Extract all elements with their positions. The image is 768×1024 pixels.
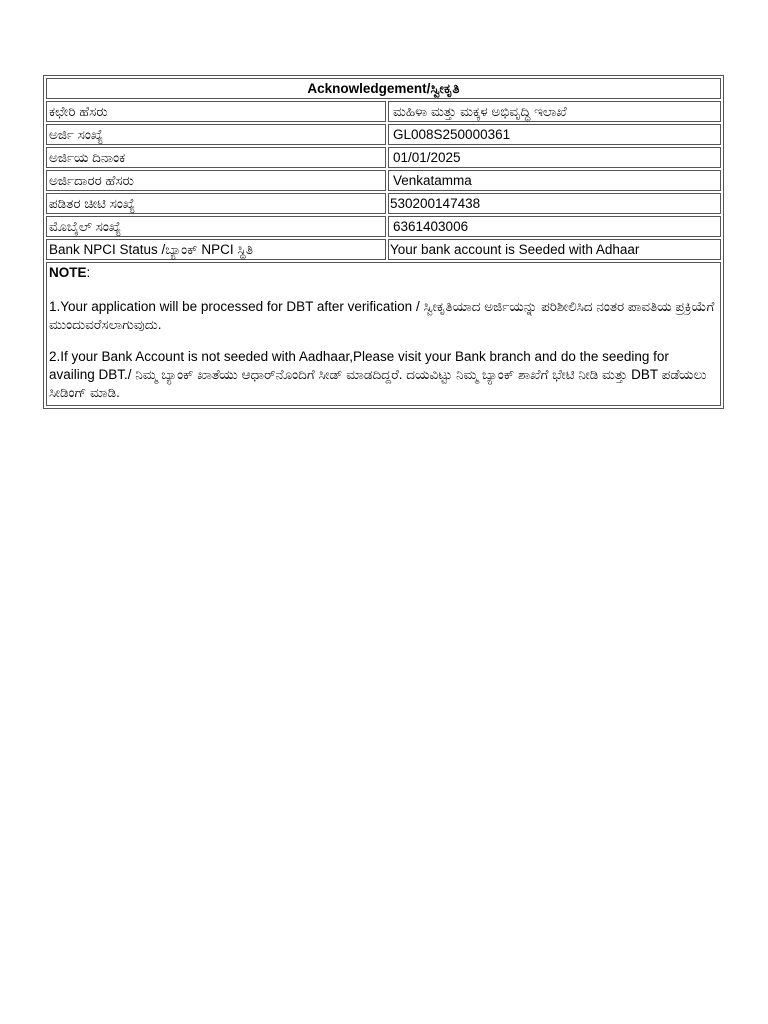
note-cell (46, 262, 721, 406)
note-heading-colon: : (86, 265, 91, 280)
title-row (46, 78, 721, 99)
office-name-label: ಕಛೇರಿ ಹೆಸರು (46, 101, 386, 122)
acknowledgement-table (43, 75, 724, 409)
table-row (46, 170, 721, 191)
note-point-1: 1.Your application will be processed for DBT after verification / ಸ್ವೀಕೃತಿಯಾದ ಅರ್ಜಿಯನ್ನು ಪರಿಶೀಲಿಸಿದ ನಂತರ ಪಾವತಿಯ ಪ್ರಕ್ರಿಯೆಗೆ ಮುಂದುವರೆಸಲಾಗುವುದು. (49, 299, 715, 332)
table-row (46, 124, 721, 145)
table-row (46, 216, 721, 237)
application-number-label: ಅರ್ಜಿ ಸಂಖ್ಯೆ (46, 124, 386, 145)
mobile-number-label: ಮೊಬೈಲ್ ಸಂಖ್ಯೆ (46, 216, 386, 237)
office-name-value: ಮಹಿಳಾ ಮತ್ತು ಮಕ್ಕಳ ಅಭಿವೃದ್ಧಿ ಇಲಾಖೆ (388, 101, 721, 122)
table-row (46, 147, 721, 168)
note-heading (49, 264, 718, 282)
note-heading-text: NOTE (49, 265, 87, 280)
bank-npci-status-label: Bank NPCI Status /ಬ್ಯಾಂಕ್ NPCI ಸ್ಥಿತಿ (46, 239, 386, 260)
table-row (46, 239, 721, 260)
table-row (46, 101, 721, 122)
bank-npci-status-value: Your bank account is Seeded with Adhaar (388, 239, 721, 260)
note-point-2: 2.If your Bank Account is not seeded with Aadhaar,Please visit your Bank branch and do the seeding for availing DBT./ ನಿಮ್ಮ ಬ್ಯಾಂಕ್ ಖಾತೆಯು ಆಧಾರ್‌ನೊಂದಿಗೆ ಸೀಡ್ ಮಾಡದಿದ್ದರೆ. ದಯವಿಟ್ಟು ನಿಮ್ಮ ಬ್ಯಾಂಕ್ ಶಾಖೆಗೆ ಭೇಟಿ ನೀಡಿ ಮತ್ತು DBT ಪಡೆಯಲು ಸೀಡಿಂಗ್ ಮಾಡಿ. (49, 349, 707, 400)
application-number-value: GL008S250000361 (388, 124, 721, 145)
ration-card-number-label: ಪಡಿತರ ಚೀಟಿ ಸಂಖ್ಯೆ (46, 193, 386, 214)
note-row (46, 262, 721, 406)
application-date-label: ಅರ್ಜಿಯ ದಿನಾಂಕ (46, 147, 386, 168)
acknowledgement-title: Acknowledgement/ಸ್ವೀಕೃತಿ (46, 78, 721, 99)
ration-card-number-value: 530200147438 (388, 193, 721, 214)
applicant-name-label: ಅರ್ಜಿದಾರರ ಹೆಸರು (46, 170, 386, 191)
applicant-name-value: Venkatamma (388, 170, 721, 191)
table-row (46, 193, 721, 214)
mobile-number-value: 6361403006 (388, 216, 721, 237)
application-date-value: 01/01/2025 (388, 147, 721, 168)
